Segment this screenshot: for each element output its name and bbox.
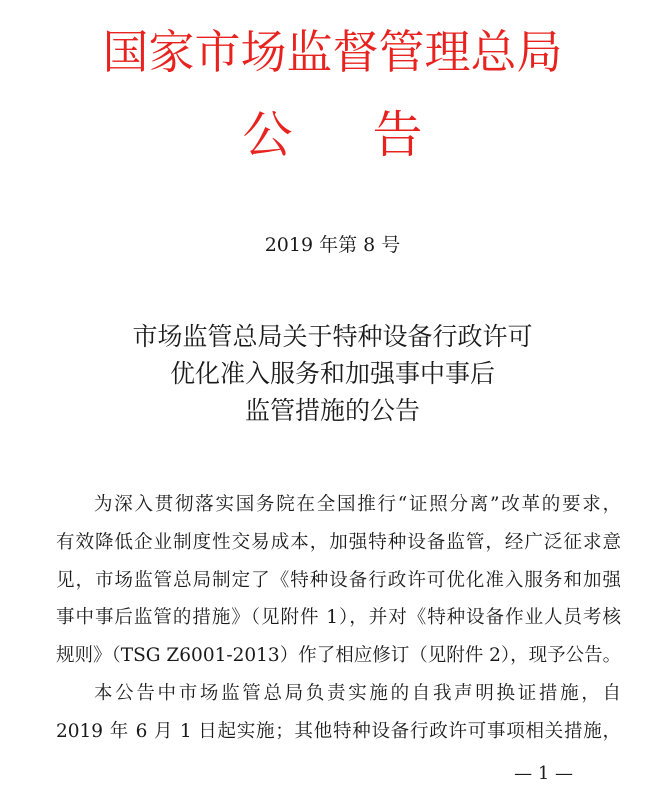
agency-name: 国家市场监督管理总局 [102, 25, 563, 79]
body-line: 有效降低企业制度性交易成本，加强特种设备监管，经广泛征求意 [56, 531, 621, 553]
body-line: 本公告中市场监管总局负责实施的自我声明换证措施，自 [94, 682, 621, 704]
body-line: 见，市场监管总局制定了《特种设备行政许可优化准入服务和加强 [56, 569, 621, 591]
notice-heading: 公告 [242, 106, 503, 164]
title-line: 监管措施的公告 [244, 396, 420, 425]
body-line: 为深入贯彻落实国务院在全国推行“证照分离”改革的要求， [94, 494, 621, 515]
page-number: — 1 — [514, 763, 573, 784]
body-line: 事中事后监管的措施》（见附件 1），并对《特种设备作业人员考核 [56, 607, 621, 629]
body-line: 规则》（TSG Z6001-2013）作了相应修订（见附件 2），现予公告。 [56, 645, 622, 667]
document-number: 2019 年第 8 号 [264, 234, 401, 256]
announcement-title [0, 318, 665, 429]
body-line: 2019 年 6 月 1 日起实施；其他特种设备行政许可事项相关措施， [56, 720, 621, 742]
title-line: 优化准入服务和加强事中事后 [169, 359, 495, 388]
title-line: 市场监管总局关于特种设备行政许可 [132, 322, 533, 351]
body-text [56, 486, 621, 751]
